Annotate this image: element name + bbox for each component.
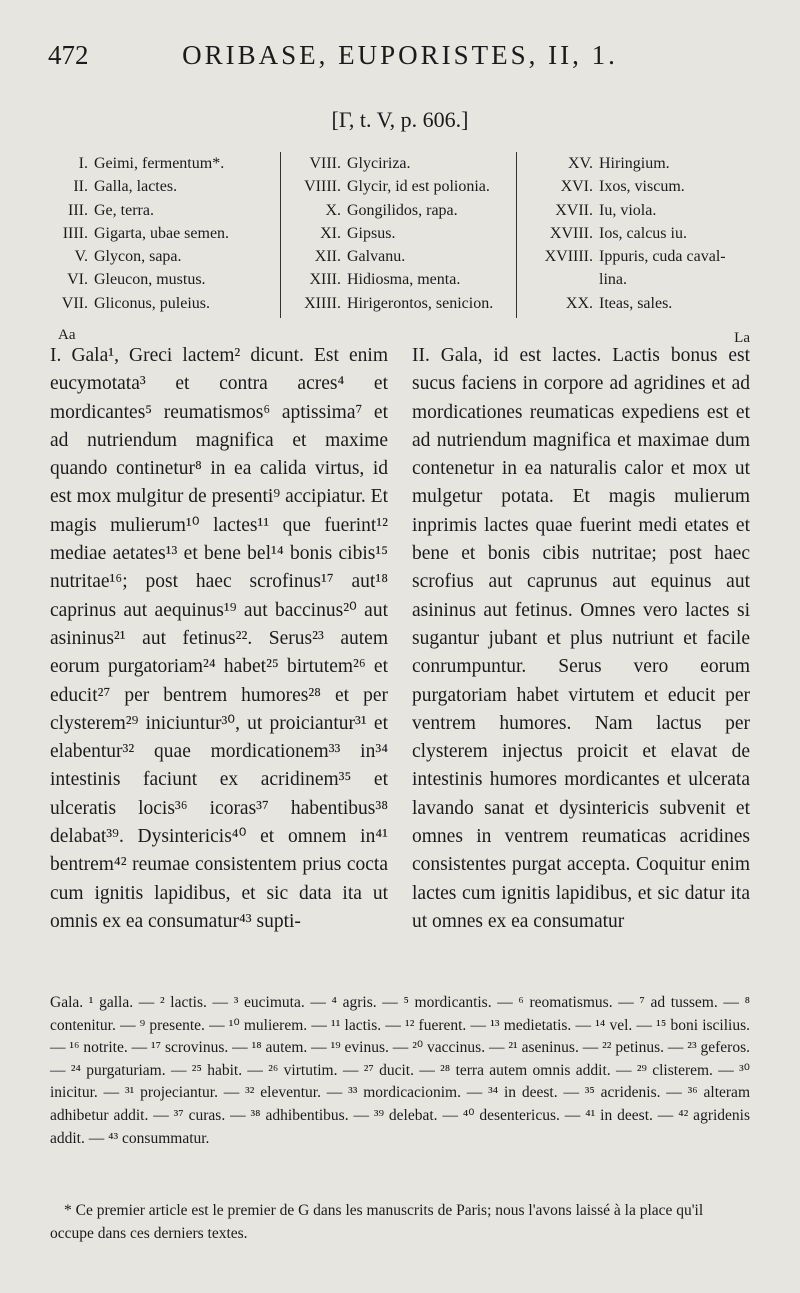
glossary-row [281,199,517,222]
glossary-number: XVII. [555,201,593,219]
glossary-entry: Ge, terra. [94,201,154,219]
glossary-number: XII. [314,248,341,266]
glossary-number: XIIII. [304,294,341,312]
glossary-column-3 [516,152,761,318]
glossary-number: XV. [567,155,593,172]
glossary-entry: Gongilidos, rapa. [347,201,458,219]
glossary-row [281,268,517,291]
left-text-column [50,342,388,936]
glossary-row [40,268,280,291]
glossary-entry: Gigarta, ubae semen. [94,224,230,242]
editor-footnote [50,1200,750,1245]
glossary-number: XIII. [309,271,341,289]
glossary-row [281,175,517,198]
glossary-row [281,292,517,315]
manuscript-tag-left: Aa [58,327,76,343]
source-reference: [Γ, t. V, p. 606.] [331,107,469,132]
glossary-entry: Geimi, fermentum*. [94,155,225,172]
glossary-row [281,152,517,175]
left-column-text: I. Gala¹, Greci lactem² dicunt. Est enim eucymotata³ et contra acres⁴ et mordicantes⁵ reumatismos⁶ aptissima⁷ et ad nutriendum magnifica et maxime quando continetur⁸ in ea calida virtus, id est mox mulgitur de presenti⁹ accipiatur. Et magis mulierum¹⁰ lactes¹¹ que fuerint¹² mediae aetates¹³ et bene bel¹⁴ bonis cibis¹⁵ nutritae¹⁶; post haec scrofinus¹⁷ aut¹⁸ caprinus aut aequinus¹⁹ aut baccinus²⁰ aut asininus²¹ aut fetinus²². Serus²³ autem eorum purgatoriam²⁴ habet²⁵ birtutem²⁶ et educit²⁷ per bentrem humores²⁸ et per clysterem²⁹ iniciuntur³⁰, ut proiciantur³¹ et elabentur³² quae mordicationem³³ in³⁴ intestinis faciunt ex acridinem³⁵ et ulceratis locis³⁶ icoras³⁷ habentibus³⁸ delabat³⁹. Dysintericis⁴⁰ et omnem in⁴¹ bentrem⁴² reumae consistentem prius cocta cum ignitis lapidibus, et sic data ita ut omnis ex ea consumatur⁴³ supti- [50,345,388,932]
glossary-entry: Hirigerontos, senicion. [347,294,494,312]
glossary-number: VI. [67,271,88,289]
footnote-text: * Ce premier article est le premier de G dans les manuscrits de Paris; nous l'avons laissé à la place qu'il occupe dans ces derniers textes. [50,1202,704,1242]
variant-readings: Gala. ¹ galla. — ² lactis. — ³ eucimuta. — ⁴ agris. — ⁵ mordicantis. — ⁶ reomatismus. — ⁷ ad tussem. — ⁸ contenitur. — ⁹ presente. — ¹⁰ mulierem. — ¹¹ lactis. — ¹² fuerent. — ¹³ medietatis. — ¹⁴ vel. — ¹⁵ boni iscilius. — ¹⁶ notrite. — ¹⁷ scrovinus. — ¹⁸ autem. — ¹⁹ evinus. — ²⁰ vaccinus. — ²¹ aseninus. — ²² petinus. — ²³ geferos. — ²⁴ purgaturiam. — ²⁵ habit. — ²⁶ virtutim. — ²⁷ ducit. — ²⁸ terra autem omnis addit. — ²⁹ clisterem. — ³⁰ inicitur. — ³¹ projeciantur. — ³² eleventur. — ³³ mordicacionim. — ³⁴ in deest. — ³⁵ acridenis. — ³⁶ alteram adhibetur addit. — ³⁷ curas. — ³⁸ adhibentibus. — ³⁹ delebat. — ⁴⁰ desentericus. — ⁴¹ in deest. — ⁴² agridenis addit. — ⁴³ consummatur. [50,994,750,1147]
glossary-row [517,199,761,222]
running-title: ORIBASE, EUPORISTES, II, 1. [182,40,618,70]
glossary-entry: Galvanu. [347,248,406,266]
glossary-row [517,175,761,198]
glossary-row [517,152,761,175]
glossary-entry: lina. [599,271,627,289]
glossary-entry: Glycon, sapa. [94,248,182,266]
manuscript-tag-right: La [734,330,750,346]
glossary-row [40,152,280,175]
glossary-number: XX. [565,294,593,312]
glossary-number: VIIII. [304,178,341,196]
glossary-row [40,175,280,198]
glossary-entry: Ios, calcus iu. [599,224,687,242]
glossary-row [517,292,761,315]
glossary-number: VIII. [309,155,341,172]
glossary-entry: Gliconus, puleius. [94,294,210,312]
glossary-number: III. [68,201,88,219]
right-text-column [412,342,750,936]
glossary-entry: Galla, lactes. [94,178,178,196]
glossary-entry: Glyciriza. [347,155,411,172]
glossary-number: XVI. [560,178,593,196]
glossary-row [517,222,761,245]
glossary-number: XI. [320,224,341,242]
glossary-entry: Ippuris, cuda caval- [599,248,726,266]
glossary-row [40,222,280,245]
glossary-row [517,245,761,268]
glossary-row [40,292,280,315]
right-column-text: II. Gala, id est lactes. Lactis bonus est sucus faciens in corpore ad agridines et ad mordicationes reumaticas expediens est et ad nutriendum magnifica et maximae dum contenetur in ea naturalis calor et mox ut mulgetur potata. Et magis mulierum inprimis lactes quae fuerint medi etates et bene et bonis cibis nutritae; post haec scrofius aut caprunus aut equinus aut asininus aut fetinus. Omnes vero lactes si sugantur jubant et plus nutriunt et facile conrumpuntur. Serus vero eorum purgatoriam habet virtutem et educit per ventrem humores. Nam lactus per clysterem injectus proicit et elavat de intestinis humores mordicantes et ulcerata lavando sanat et dysintericis subvenit et omnes in ventrem reumaticas acridines consistentes purgat accepta. Coquitur enim lactes cum ignitis lapidibus, et sic datur ita ut omnes ex ea consumatur [412,345,750,932]
glossary-number: XVIII. [549,224,593,242]
glossary-number: IIII. [62,224,88,242]
glossary-entry: Hidiosma, menta. [347,271,461,289]
glossary-column-1 [40,152,280,315]
critical-apparatus [50,992,750,1150]
glossary-entry: Glycir, id est polionia. [347,178,490,196]
glossary-number: XVIIII. [544,248,593,266]
glossary-number: II. [73,178,88,196]
page-header [48,40,752,80]
glossary-row [40,199,280,222]
glossary-row [40,245,280,268]
glossary-number [517,268,599,291]
glossary-entry: Hiringium. [599,155,670,172]
glossary-row [281,222,517,245]
glossary-entry: Iu, viola. [599,201,657,219]
glossary-table [40,152,760,320]
glossary-row [517,268,761,291]
glossary-entry: Iteas, sales. [599,294,673,312]
glossary-entry: Gleucon, mustus. [94,271,206,289]
page-number: 472 [48,40,89,70]
glossary-entry: Ixos, viscum. [599,178,685,196]
glossary-number: X. [325,201,341,219]
glossary-entry: Gipsus. [347,224,396,242]
glossary-number: I. [78,155,88,172]
glossary-number: V. [74,248,88,266]
glossary-row [281,245,517,268]
glossary-number: VII. [61,294,88,312]
glossary-column-2 [280,152,517,318]
